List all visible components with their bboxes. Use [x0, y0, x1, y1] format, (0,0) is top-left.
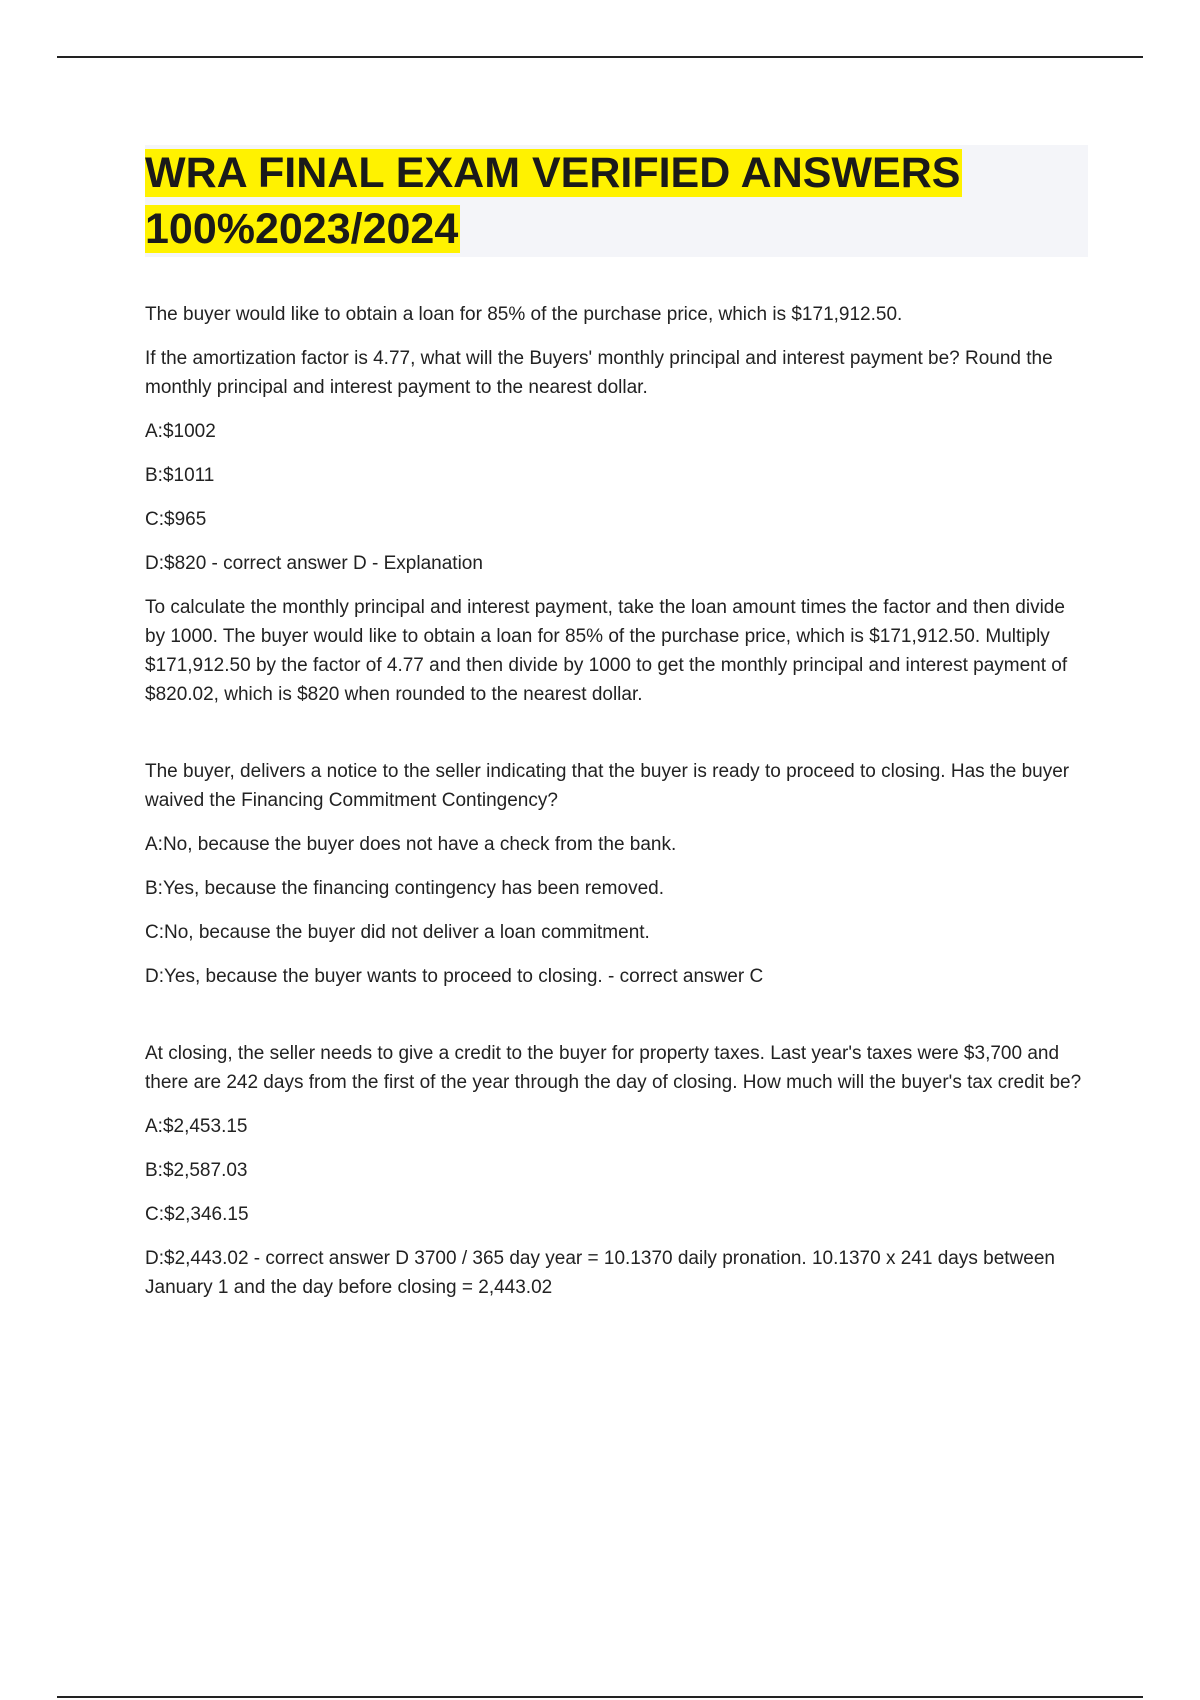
question-stem: The buyer, delivers a notice to the seller indicating that the buyer is ready to proceed to closing. Has the buyer waived the Financing Commitment Contingency?	[145, 761, 1070, 811]
question-2	[145, 757, 1090, 991]
answer-explanation: To calculate the monthly principal and interest payment, take the loan amount times the factor and then divide by 1000. The buyer would like to obtain a loan for 85% of the purchase price, which is $171,912.50. Multiply $171,912.50 by the factor of 4.77 and then divide by 1000 to get the monthly principal and interest payment of $820.02, which is $820 when rounded to the nearest dollar.	[145, 597, 1068, 705]
answer-option-c: C:No, because the buyer did not deliver a loan commitment.	[145, 922, 650, 943]
document-body	[145, 300, 1090, 1350]
title-line-1: WRA FINAL EXAM VERIFIED ANSWERS	[145, 149, 961, 197]
answer-option-b: B:$2,587.03	[145, 1160, 248, 1181]
footer-rule	[57, 1696, 1143, 1698]
answer-option-a: A:No, because the buyer does not have a check from the bank.	[145, 834, 677, 855]
answer-option-b: B:Yes, because the financing contingency has been removed.	[145, 878, 664, 899]
question-stem: The buyer would like to obtain a loan for 85% of the purchase price, which is $171,912.50.	[145, 304, 903, 325]
answer-option-c: C:$2,346.15	[145, 1204, 249, 1225]
page-title	[145, 145, 1088, 257]
answer-option-d: D:$820 - correct answer D - Explanation	[145, 553, 483, 574]
question-1	[145, 300, 1090, 709]
answer-option-c: C:$965	[145, 509, 207, 530]
answer-option-a: A:$1002	[145, 421, 216, 442]
header-rule	[57, 56, 1143, 58]
title-line-2: 100%2023/2024	[145, 205, 459, 253]
answer-option-d: D:Yes, because the buyer wants to proceed to closing. - correct answer C	[145, 966, 764, 987]
question-stem: If the amortization factor is 4.77, what will the Buyers' monthly principal and interest payment be? Round the monthly principal and interest payment to the nearest dollar.	[145, 348, 1053, 398]
answer-option-d: D:$2,443.02 - correct answer D 3700 / 365 day year = 10.1370 daily pronation. 10.1370 x 241 days between January 1 and the day before closing = 2,443.02	[145, 1248, 1055, 1298]
title-block	[145, 145, 1088, 257]
question-3	[145, 1039, 1090, 1302]
question-stem: At closing, the seller needs to give a credit to the buyer for property taxes. Last year's taxes were $3,700 and there are 242 days from the first of the year through the day of closing. How much will the buyer's tax credit be?	[145, 1043, 1082, 1093]
answer-option-a: A:$2,453.15	[145, 1116, 248, 1137]
answer-option-b: B:$1011	[145, 465, 215, 486]
